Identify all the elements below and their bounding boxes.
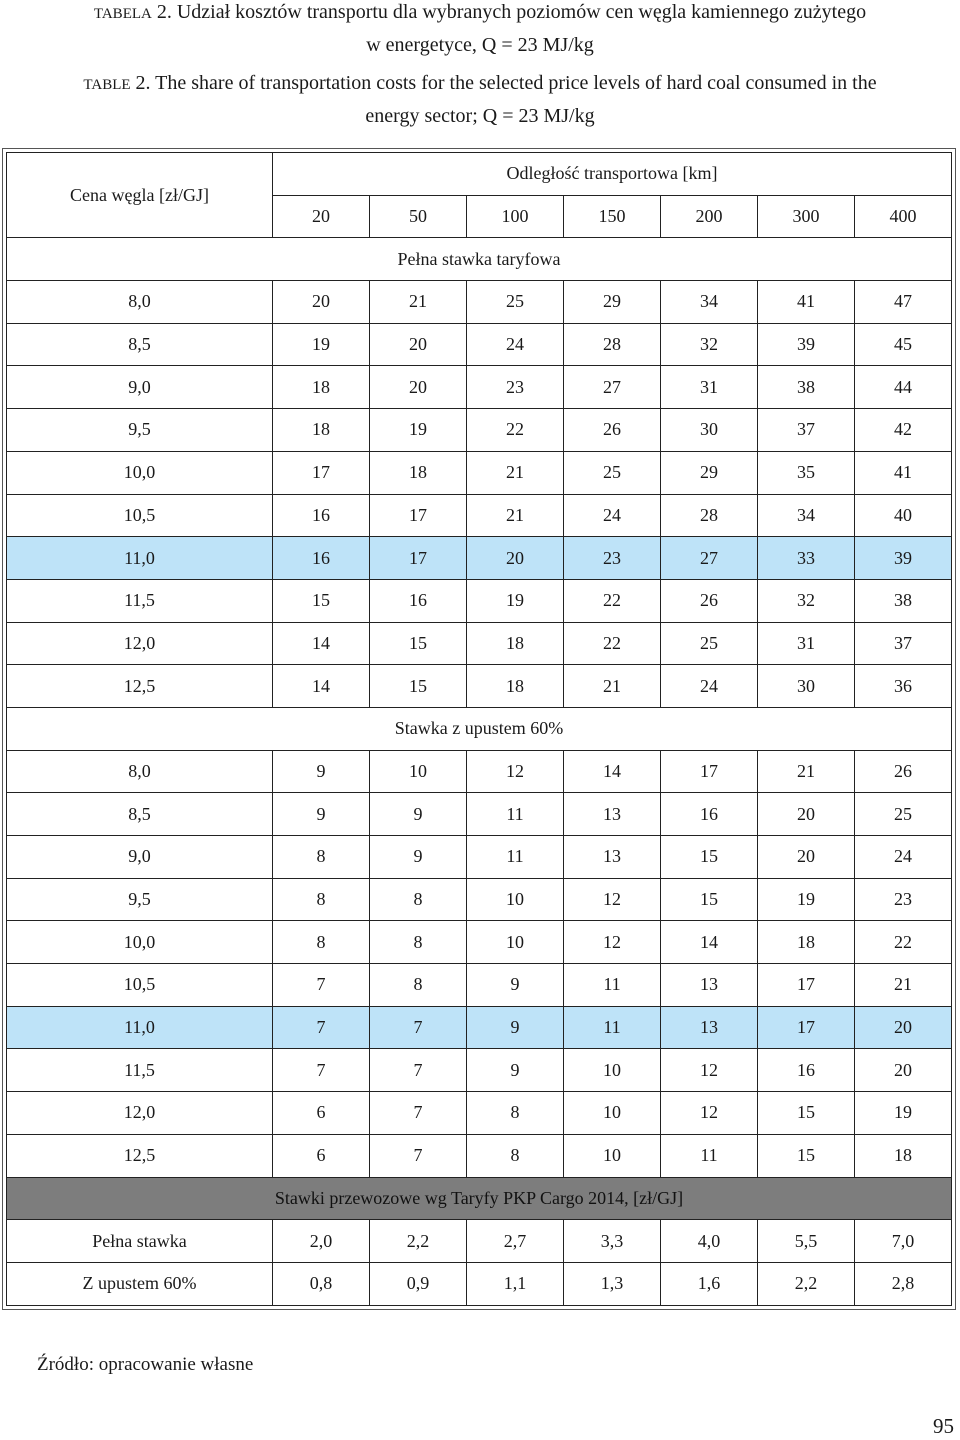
row-label-cell: 10,5 (7, 964, 273, 1007)
value-cell: 20 (467, 537, 564, 580)
value-cell: 38 (758, 366, 855, 409)
value-cell: 11 (564, 1006, 661, 1049)
value-cell: 12 (467, 750, 564, 793)
value-cell: 20 (370, 366, 467, 409)
value-cell: 10 (564, 1134, 661, 1177)
value-cell: 18 (273, 409, 370, 452)
value-cell: 22 (467, 409, 564, 452)
value-cell: 4,0 (661, 1220, 758, 1263)
value-cell: 21 (370, 281, 467, 324)
value-cell: 0,8 (273, 1262, 370, 1305)
row-label-cell: 10,5 (7, 494, 273, 537)
value-cell: 16 (758, 1049, 855, 1092)
page-number: 95 (933, 1414, 954, 1438)
value-cell: 29 (661, 451, 758, 494)
value-cell: 30 (758, 665, 855, 708)
table-row (7, 366, 952, 409)
value-cell: 18 (467, 622, 564, 665)
value-cell: 37 (758, 409, 855, 452)
caption-prefix: TABELA (93, 6, 152, 22)
value-cell: 2,0 (273, 1220, 370, 1263)
value-cell: 17 (370, 494, 467, 537)
row-label-cell: Pełna stawka (7, 1220, 273, 1263)
value-cell: 28 (564, 323, 661, 366)
value-cell: 21 (758, 750, 855, 793)
value-cell: 2,7 (467, 1220, 564, 1263)
row-label-cell: 12,5 (7, 665, 273, 708)
row-label-cell: 9,0 (7, 366, 273, 409)
value-cell: 21 (564, 665, 661, 708)
section-header-discount-rate-label: Stawka z upustem 60% (7, 707, 952, 750)
value-cell: 17 (273, 451, 370, 494)
value-cell: 20 (758, 793, 855, 836)
value-cell: 21 (467, 494, 564, 537)
value-cell: 7 (273, 964, 370, 1007)
value-cell: 10 (370, 750, 467, 793)
section-header-full-rate (7, 238, 952, 281)
value-cell: 37 (855, 622, 952, 665)
value-cell: 15 (370, 665, 467, 708)
value-cell: 19 (855, 1092, 952, 1135)
value-cell: 27 (661, 537, 758, 580)
value-cell: 9 (467, 1049, 564, 1092)
value-cell: 10 (467, 921, 564, 964)
price-header: Cena węgla [zł/GJ] (7, 153, 273, 238)
row-label-cell: 9,5 (7, 878, 273, 921)
value-cell: 41 (758, 281, 855, 324)
transport-cost-table (6, 152, 952, 1306)
table-row (7, 921, 952, 964)
value-cell: 16 (273, 494, 370, 537)
value-cell: 2,2 (370, 1220, 467, 1263)
value-cell: 41 (855, 451, 952, 494)
value-cell: 42 (855, 409, 952, 452)
value-cell: 40 (855, 494, 952, 537)
row-label-cell: 8,0 (7, 750, 273, 793)
value-cell: 21 (467, 451, 564, 494)
caption-line: energy sector; Q = 23 MJ/kg (365, 105, 595, 127)
value-cell: 18 (467, 665, 564, 708)
value-cell: 11 (467, 836, 564, 879)
value-cell: 39 (855, 537, 952, 580)
value-cell: 24 (661, 665, 758, 708)
section-header-tariff-rates-label: Stawki przewozowe wg Taryfy PKP Cargo 2014, [zł/GJ] (7, 1177, 952, 1220)
value-cell: 23 (467, 366, 564, 409)
row-label-cell: 8,5 (7, 323, 273, 366)
value-cell: 13 (661, 1006, 758, 1049)
value-cell: 23 (855, 878, 952, 921)
value-cell: 9 (370, 836, 467, 879)
value-cell: 26 (855, 750, 952, 793)
value-cell: 2,8 (855, 1262, 952, 1305)
value-cell: 1,1 (467, 1262, 564, 1305)
value-cell: 7 (273, 1049, 370, 1092)
value-cell: 34 (758, 494, 855, 537)
table-row (7, 878, 952, 921)
row-label-cell: 9,5 (7, 409, 273, 452)
value-cell: 11 (661, 1134, 758, 1177)
data-table-frame (2, 148, 956, 1310)
distance-cell: 50 (370, 195, 467, 238)
value-cell: 8 (370, 921, 467, 964)
table-row (7, 409, 952, 452)
value-cell: 22 (855, 921, 952, 964)
value-cell: 20 (370, 323, 467, 366)
value-cell: 10 (564, 1092, 661, 1135)
section-header-full-rate-label: Pełna stawka taryfowa (7, 238, 952, 281)
value-cell: 24 (467, 323, 564, 366)
row-label-cell: 11,5 (7, 579, 273, 622)
value-cell: 36 (855, 665, 952, 708)
caption-prefix: TABLE (83, 77, 131, 93)
section-header-tariff-rates (7, 1177, 952, 1220)
table-row (7, 1049, 952, 1092)
table-row (7, 451, 952, 494)
value-cell: 20 (855, 1006, 952, 1049)
value-cell: 27 (564, 366, 661, 409)
value-cell: 2,2 (758, 1262, 855, 1305)
value-cell: 14 (661, 921, 758, 964)
value-cell: 25 (855, 793, 952, 836)
value-cell: 8 (370, 878, 467, 921)
value-cell: 6 (273, 1092, 370, 1135)
value-cell: 26 (661, 579, 758, 622)
value-cell: 19 (467, 579, 564, 622)
value-cell: 18 (273, 366, 370, 409)
value-cell: 20 (758, 836, 855, 879)
value-cell: 9 (273, 750, 370, 793)
value-cell: 0,9 (370, 1262, 467, 1305)
table-row (7, 323, 952, 366)
value-cell: 14 (273, 622, 370, 665)
table-row (7, 793, 952, 836)
value-cell: 18 (758, 921, 855, 964)
value-cell: 7,0 (855, 1220, 952, 1263)
caption-line: Udział kosztów transportu dla wybranych poziomów cen węgla kamiennego zużytego (176, 1, 867, 23)
value-cell: 16 (273, 537, 370, 580)
value-cell: 15 (273, 579, 370, 622)
value-cell: 7 (370, 1134, 467, 1177)
value-cell: 22 (564, 622, 661, 665)
row-label-cell: 8,5 (7, 793, 273, 836)
table-caption-polish: TABELA 2. Udział kosztów transportu dla wybranych poziomów cen węgla kamiennego zużytego w energetyce, Q = 23 MJ/kg (0, 0, 960, 61)
value-cell: 18 (370, 451, 467, 494)
value-cell: 12 (564, 921, 661, 964)
value-cell: 13 (564, 793, 661, 836)
table-row (7, 1006, 952, 1049)
value-cell: 8 (370, 964, 467, 1007)
value-cell: 15 (758, 1134, 855, 1177)
table-row (7, 964, 952, 1007)
value-cell: 7 (370, 1049, 467, 1092)
distance-cell: 20 (273, 195, 370, 238)
value-cell: 19 (758, 878, 855, 921)
header-row (7, 153, 952, 196)
value-cell: 13 (564, 836, 661, 879)
value-cell: 12 (661, 1092, 758, 1135)
value-cell: 44 (855, 366, 952, 409)
value-cell: 11 (564, 964, 661, 1007)
table-row (7, 1262, 952, 1305)
value-cell: 6 (273, 1134, 370, 1177)
value-cell: 1,3 (564, 1262, 661, 1305)
value-cell: 15 (661, 878, 758, 921)
value-cell: 8 (467, 1092, 564, 1135)
value-cell: 9 (273, 793, 370, 836)
value-cell: 19 (370, 409, 467, 452)
value-cell: 17 (370, 537, 467, 580)
value-cell: 19 (273, 323, 370, 366)
value-cell: 15 (758, 1092, 855, 1135)
value-cell: 16 (661, 793, 758, 836)
value-cell: 9 (467, 964, 564, 1007)
value-cell: 18 (855, 1134, 952, 1177)
value-cell: 31 (661, 366, 758, 409)
value-cell: 30 (661, 409, 758, 452)
value-cell: 17 (758, 1006, 855, 1049)
table-row (7, 579, 952, 622)
table-row (7, 494, 952, 537)
table-caption-english: TABLE 2. The share of transportation costs for the selected price levels of hard coal consumed in the energy sector; Q = 23 MJ/kg (0, 68, 960, 132)
row-label-cell: 10,0 (7, 451, 273, 494)
table-row (7, 836, 952, 879)
value-cell: 10 (467, 878, 564, 921)
value-cell: 15 (661, 836, 758, 879)
value-cell: 13 (661, 964, 758, 1007)
value-cell: 31 (758, 622, 855, 665)
distance-cell: 300 (758, 195, 855, 238)
value-cell: 24 (855, 836, 952, 879)
section-header-discount-rate (7, 707, 952, 750)
row-label-cell: 11,0 (7, 1006, 273, 1049)
value-cell: 32 (758, 579, 855, 622)
value-cell: 14 (564, 750, 661, 793)
row-label-cell: 11,0 (7, 537, 273, 580)
table-row (7, 622, 952, 665)
row-label-cell: 9,0 (7, 836, 273, 879)
value-cell: 1,6 (661, 1262, 758, 1305)
row-label-cell: 12,0 (7, 1092, 273, 1135)
caption-line: w energetyce, Q = 23 MJ/kg (366, 34, 594, 56)
row-label-cell: 12,0 (7, 622, 273, 665)
value-cell: 25 (564, 451, 661, 494)
value-cell: 16 (370, 579, 467, 622)
value-cell: 8 (273, 878, 370, 921)
table-row (7, 750, 952, 793)
value-cell: 25 (661, 622, 758, 665)
value-cell: 25 (467, 281, 564, 324)
value-cell: 33 (758, 537, 855, 580)
value-cell: 7 (370, 1006, 467, 1049)
table-row (7, 1134, 952, 1177)
value-cell: 8 (467, 1134, 564, 1177)
value-cell: 20 (855, 1049, 952, 1092)
value-cell: 7 (273, 1006, 370, 1049)
table-row (7, 1092, 952, 1135)
value-cell: 15 (370, 622, 467, 665)
value-cell: 10 (564, 1049, 661, 1092)
value-cell: 47 (855, 281, 952, 324)
value-cell: 24 (564, 494, 661, 537)
value-cell: 12 (564, 878, 661, 921)
value-cell: 17 (758, 964, 855, 1007)
value-cell: 28 (661, 494, 758, 537)
value-cell: 39 (758, 323, 855, 366)
value-cell: 26 (564, 409, 661, 452)
value-cell: 45 (855, 323, 952, 366)
row-label-cell: 8,0 (7, 281, 273, 324)
value-cell: 7 (370, 1092, 467, 1135)
distance-cell: 400 (855, 195, 952, 238)
table-body (7, 153, 952, 1306)
value-cell: 34 (661, 281, 758, 324)
value-cell: 21 (855, 964, 952, 1007)
table-row (7, 281, 952, 324)
value-cell: 35 (758, 451, 855, 494)
row-label-cell: 12,5 (7, 1134, 273, 1177)
value-cell: 22 (564, 579, 661, 622)
distance-header: Odległość transportowa [km] (273, 153, 952, 196)
row-label-cell: 10,0 (7, 921, 273, 964)
distance-cell: 200 (661, 195, 758, 238)
value-cell: 38 (855, 579, 952, 622)
value-cell: 8 (273, 921, 370, 964)
value-cell: 29 (564, 281, 661, 324)
table-row (7, 665, 952, 708)
value-cell: 32 (661, 323, 758, 366)
distance-cell: 150 (564, 195, 661, 238)
table-row (7, 537, 952, 580)
value-cell: 8 (273, 836, 370, 879)
source-note: Źródło: opracowanie własne (37, 1354, 254, 1375)
value-cell: 9 (370, 793, 467, 836)
value-cell: 14 (273, 665, 370, 708)
distance-cell: 100 (467, 195, 564, 238)
row-label-cell: Z upustem 60% (7, 1262, 273, 1305)
value-cell: 17 (661, 750, 758, 793)
value-cell: 11 (467, 793, 564, 836)
value-cell: 9 (467, 1006, 564, 1049)
caption-line: The share of transportation costs for the selected price levels of hard coal consumed in the (155, 72, 877, 94)
value-cell: 5,5 (758, 1220, 855, 1263)
table-row (7, 1220, 952, 1263)
value-cell: 20 (273, 281, 370, 324)
value-cell: 3,3 (564, 1220, 661, 1263)
value-cell: 12 (661, 1049, 758, 1092)
row-label-cell: 11,5 (7, 1049, 273, 1092)
value-cell: 23 (564, 537, 661, 580)
